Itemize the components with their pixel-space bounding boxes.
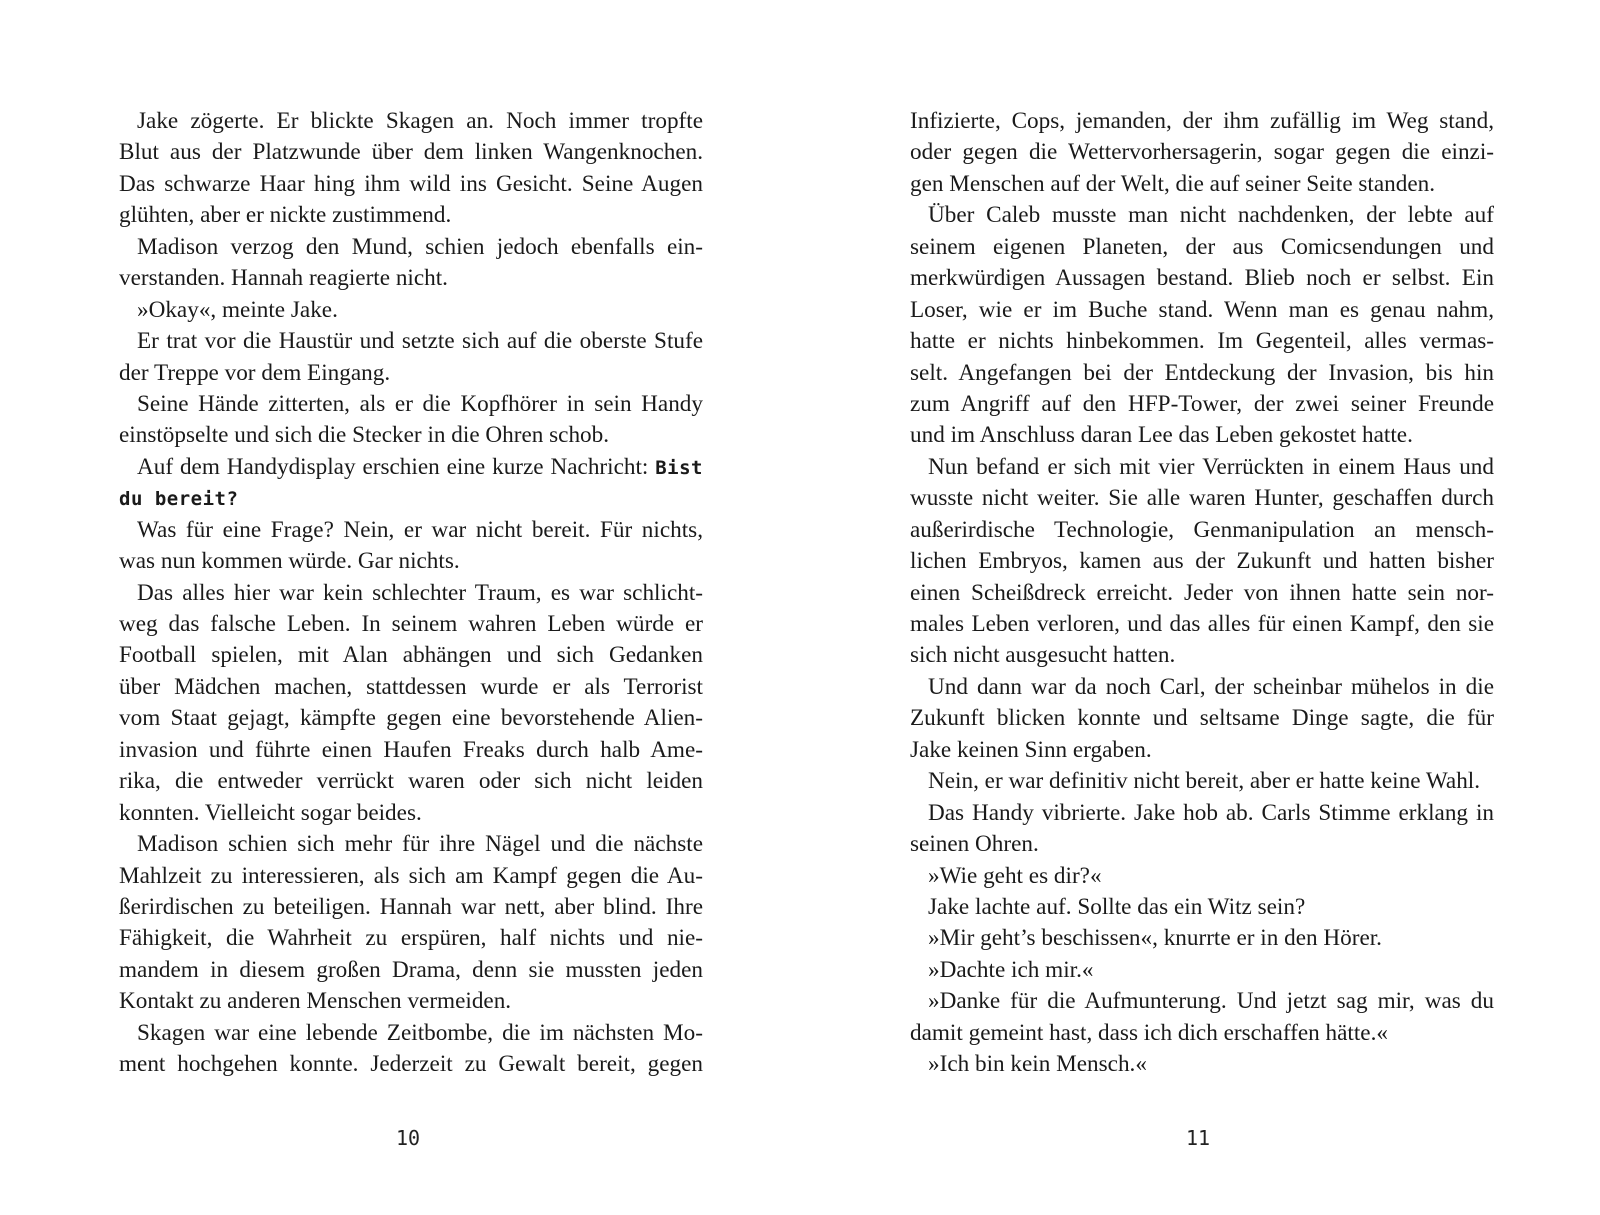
line-text: males Leben verloren, und das alles für einen Kampf, den sie [910, 611, 1494, 637]
line-text: Nun befand er sich mit vier Verrückten in einem Haus und [928, 453, 1494, 480]
text-line [910, 137, 1494, 168]
text-line [119, 829, 703, 860]
text-line [910, 483, 1494, 514]
text-line [910, 955, 1494, 986]
text-line [119, 923, 703, 954]
text-line [910, 106, 1494, 137]
text-line [910, 1018, 1494, 1049]
text-line [119, 546, 703, 577]
text-line [119, 735, 703, 766]
line-text: Madison schien sich mehr für ihre Nägel und die nächste [137, 831, 703, 858]
text-line [910, 1049, 1494, 1080]
line-text: Jake zögerte. Er blickte Skagen an. Noch immer tropfte [137, 108, 703, 134]
text-line [119, 986, 703, 1017]
line-text: merkwürdigen Aussagen bestand. Blieb noch er selbst. Ein [910, 265, 1494, 292]
text-line [119, 295, 703, 326]
line-text: glühten, aber er nickte zustimmend. [119, 202, 452, 229]
text-line [910, 766, 1494, 797]
text-line [119, 766, 703, 797]
text-line [910, 798, 1494, 829]
phone-message-text: Bist [655, 456, 703, 479]
line-text: Mahlzeit zu interessieren, als sich am Kampf gegen die Au- [119, 862, 703, 889]
line-text: Jake keinen Sinn ergaben. [910, 736, 1152, 763]
text-line [119, 452, 703, 483]
line-text: ßerirdischen zu beteiligen. Hannah war nett, aber blind. Ihre [119, 893, 703, 920]
line-text: Madison verzog den Mund, schien jedoch ebenfalls ein- [137, 233, 703, 260]
text-line [119, 578, 703, 609]
line-text: seinem eigenen Planeten, der aus Comicsendungen und [910, 233, 1494, 260]
line-text: Loser, wie er im Buche stand. Wenn man es genau nahm, [910, 296, 1494, 323]
line-text: Und dann war da noch Carl, der scheinbar mühelos in die [928, 673, 1494, 700]
text-line [910, 263, 1494, 294]
text-line [910, 829, 1494, 860]
text-line [910, 420, 1494, 451]
text-line [910, 326, 1494, 357]
line-text: rika, die entweder verrückt waren oder sich nicht leiden [119, 768, 703, 795]
text-line [910, 200, 1494, 231]
line-text: Nein, er war definitiv nicht bereit, aber er hatte keine Wahl. [928, 768, 1481, 795]
text-line [119, 389, 703, 420]
text-line [119, 609, 703, 640]
text-line [910, 169, 1494, 200]
text-line [119, 326, 703, 357]
line-text: über Mädchen machen, stattdessen wurde er als Terrorist [119, 673, 703, 700]
text-line [910, 578, 1494, 609]
line-text: Das alles hier war kein schlechter Traum, es war schlicht- [137, 579, 703, 606]
line-text: »Okay«, meinte Jake. [137, 296, 338, 323]
line-text: Infizierte, Cops, jemanden, der ihm zufällig im Weg stand, [910, 108, 1494, 134]
line-text: zum Angriff auf den HFP-Tower, der zwei seiner Freunde [910, 390, 1494, 417]
text-line [910, 358, 1494, 389]
text-line [119, 169, 703, 200]
right-page-number: 11 [1186, 1126, 1211, 1150]
text-line [910, 452, 1494, 483]
line-text: konnten. Vielleicht sogar beides. [119, 799, 422, 826]
line-text: einstöpselte und sich die Stecker in die Ohren schob. [119, 422, 610, 449]
line-text: lichen Embryos, kamen aus der Zukunft und hatten bisher [910, 548, 1494, 575]
text-line [910, 546, 1494, 577]
line-text: Er trat vor die Haustür und setzte sich auf die oberste Stufe [137, 328, 703, 355]
text-line [119, 483, 703, 514]
line-text: weg das falsche Leben. In seinem wahren Leben würde er [119, 611, 703, 637]
line-text: Skagen war eine lebende Zeitbombe, die im nächsten Mo- [137, 1019, 703, 1046]
line-text: Fähigkeit, die Wahrheit zu erspüren, half nichts und nie- [119, 925, 703, 952]
line-text: damit gemeint hast, dass ich dich erschaffen hätte.« [910, 1019, 1388, 1046]
line-text: verstanden. Hannah reagierte nicht. [119, 265, 448, 292]
text-line [910, 703, 1494, 734]
line-text: Was für eine Frage? Nein, er war nicht bereit. Für nichts, [137, 516, 703, 543]
text-line [910, 735, 1494, 766]
text-line [910, 232, 1494, 263]
text-line [910, 672, 1494, 703]
line-text: »Wie geht es dir?« [928, 862, 1102, 889]
text-line [910, 640, 1494, 671]
line-text: seinen Ohren. [910, 831, 1039, 858]
text-line [119, 200, 703, 231]
line-text: sich nicht ausgesucht hatten. [910, 642, 1176, 669]
text-line [910, 609, 1494, 640]
right-page [910, 106, 1494, 1081]
line-text: Football spielen, mit Alan abhängen und sich Gedanken [119, 642, 703, 669]
text-line [119, 232, 703, 263]
text-line [119, 263, 703, 294]
text-line [119, 955, 703, 986]
line-text: »Ich bin kein Mensch.« [928, 1051, 1147, 1078]
line-text: Blut aus der Platzwunde über dem linken Wangenknochen. [119, 139, 703, 166]
text-line [119, 106, 703, 137]
line-text: Seine Hände zitterten, als er die Kopfhörer in sein Handy [137, 390, 703, 417]
text-line [910, 389, 1494, 420]
text-line [119, 703, 703, 734]
text-line [119, 892, 703, 923]
line-text: Jake lachte auf. Sollte das ein Witz sein? [928, 893, 1306, 920]
line-text: außerirdische Technologie, Genmanipulation an mensch- [910, 516, 1494, 543]
text-line [119, 420, 703, 451]
line-text: invasion und führte einen Haufen Freaks durch halb Ame- [119, 736, 703, 763]
line-text: hatte er nichts hinbekommen. Im Gegenteil, alles vermas- [910, 328, 1494, 355]
left-page-number: 10 [396, 1126, 421, 1150]
line-text: »Mir geht’s beschissen«, knurrte er in den Hörer. [928, 925, 1382, 952]
left-page [119, 106, 703, 1081]
line-text: und im Anschluss daran Lee das Leben gekostet hatte. [910, 422, 1413, 449]
text-line [910, 892, 1494, 923]
text-line [910, 986, 1494, 1017]
line-text: »Dachte ich mir.« [928, 956, 1094, 983]
line-text: wusste nicht weiter. Sie alle waren Hunter, geschaffen durch [910, 485, 1494, 512]
text-line [910, 295, 1494, 326]
line-text: Das Handy vibrierte. Jake hob ab. Carls Stimme erklang in [928, 799, 1494, 826]
text-line [119, 1049, 703, 1080]
line-text: oder gegen die Wettervorhersagerin, sogar gegen die einzi- [910, 139, 1494, 166]
text-line [119, 798, 703, 829]
line-text: »Danke für die Aufmunterung. Und jetzt sag mir, was du [928, 988, 1494, 1015]
line-text: Das schwarze Haar hing ihm wild ins Gesicht. Seine Augen [119, 170, 703, 197]
phone-message-text: du bereit? [119, 488, 239, 511]
text-line [910, 923, 1494, 954]
text-line [119, 137, 703, 168]
line-text: mandem in diesem großen Drama, denn sie mussten jeden [119, 956, 703, 983]
text-line [910, 861, 1494, 892]
line-text: Auf dem Handydisplay erschien eine kurze Nachricht: [137, 453, 656, 480]
text-line [119, 358, 703, 389]
line-text: ment hochgehen konnte. Jederzeit zu Gewalt bereit, gegen [119, 1051, 703, 1078]
line-text: selt. Angefangen bei der Entdeckung der Invasion, bis hin [910, 359, 1494, 386]
text-line [119, 640, 703, 671]
text-line [119, 515, 703, 546]
line-text: der Treppe vor dem Eingang. [119, 359, 391, 386]
line-text: vom Staat gejagt, kämpfte gegen eine bevorstehende Alien- [119, 705, 703, 732]
line-text: einen Scheißdreck erreicht. Jeder von ihnen hatte sein nor- [910, 579, 1494, 606]
text-line [119, 861, 703, 892]
line-text: Über Caleb musste man nicht nachdenken, der lebte auf [928, 202, 1494, 229]
text-line [119, 1018, 703, 1049]
line-text: was nun kommen würde. Gar nichts. [119, 548, 460, 575]
text-line [119, 672, 703, 703]
line-text: Zukunft blicken konnte und seltsame Dinge sagte, die für [910, 705, 1494, 732]
text-line [910, 515, 1494, 546]
line-text: Kontakt zu anderen Menschen vermeiden. [119, 988, 512, 1015]
line-text: gen Menschen auf der Welt, die auf seiner Seite standen. [910, 170, 1436, 197]
